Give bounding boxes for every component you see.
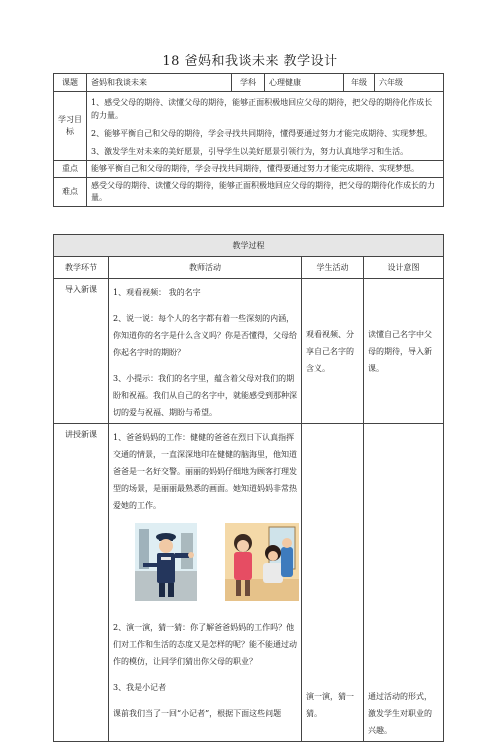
col-intent: 设计意图 xyxy=(364,257,444,279)
intent-cell xyxy=(364,424,444,742)
hairdresser-illustration xyxy=(225,523,299,601)
stage-cell: 讲授新课 xyxy=(54,424,109,742)
goal-item: 1、感受父母的期待、读懂父母的期待，能够正面积极地回应父母的期待，把父母的期待化作成长的力量。 xyxy=(91,98,433,120)
process-header-row xyxy=(54,235,444,257)
grade-value: 六年级 xyxy=(375,74,444,92)
col-teacher: 教师活动 xyxy=(109,257,302,279)
subject-value: 心理健康 xyxy=(265,74,344,92)
column-header-row xyxy=(54,257,444,279)
teacher-cell xyxy=(109,279,302,424)
intent-cell xyxy=(364,279,444,424)
stage-cell: 导入新课 xyxy=(54,279,109,424)
topic-label: 课题 xyxy=(54,74,87,92)
key-row xyxy=(54,161,444,178)
teacher-step: 2、演一演，猜一猜：你了解爸爸妈妈的工作吗？他们对工作和生活的态度又是怎样的呢？能不能通过动作的模仿，让同学们猜出你父母的职业？ xyxy=(113,623,297,666)
traffic-police-illustration xyxy=(135,523,197,601)
teacher-step: 2、说一说：每个人的名字都有着一些深刻的内涵，你知道你的名字是什么含义吗？你是否懂得，父母给你起名字时的期盼？ xyxy=(113,314,297,357)
student-cell xyxy=(302,279,364,424)
teacher-step: 3、我是小记者 xyxy=(113,683,167,692)
difficulty-value: 感受父母的期待、读懂父母的期待，能够正面积极地回应父母的期待，把父母的期待化作成长的力量。 xyxy=(87,178,444,207)
difficulty-label: 难点 xyxy=(54,178,87,207)
student-activity: 观看视频、分享自己名字的含义。 xyxy=(306,329,354,373)
student-cell xyxy=(302,424,364,742)
grade-label: 年级 xyxy=(344,74,375,92)
goals-row xyxy=(54,92,444,161)
key-label: 重点 xyxy=(54,161,87,178)
student-activity: 演一演，猜一猜。 xyxy=(306,692,354,718)
goal-item: 3、激发学生对未来的美好愿景，引导学生以美好愿景引领行为，努力认真地学习和生活。 xyxy=(91,147,409,156)
teacher-step: 3、小提示：我们的名字里，蕴含着父母对我们的期盼和祝福。我们从自己的名字中，就能感受到那种深切的爱与祝福、期盼与希望。 xyxy=(113,374,297,417)
table-row xyxy=(54,424,444,742)
col-student: 学生活动 xyxy=(302,257,364,279)
info-table xyxy=(53,73,444,207)
subject-label: 学科 xyxy=(232,74,265,92)
design-intent: 通过活动的形式，激发学生对职业的兴趣。 xyxy=(368,692,432,735)
design-intent: 读懂自己名字中父母的期待，导入新课。 xyxy=(368,329,432,373)
difficulty-row xyxy=(54,178,444,207)
illustrations xyxy=(113,523,297,613)
goals-label: 学习目标 xyxy=(54,92,87,161)
teacher-step: 1、观看视频： 我的名字 xyxy=(113,288,201,297)
table-row xyxy=(54,279,444,424)
goal-item: 2、能够平衡自己和父母的期待，学会寻找共同期待，懂得要通过努力才能完成期待、实现梦想。 xyxy=(91,129,433,138)
document-title: 18 爸妈和我谈未来 教学设计 xyxy=(162,54,338,69)
process-table xyxy=(53,234,444,742)
col-stage: 教学环节 xyxy=(54,257,109,279)
teacher-step: 1、爸爸妈妈的工作：健健的爸爸在烈日下认真指挥交通的情景，一直深深地印在健健的脑海里，他知道爸爸是一名好交警。丽丽的妈妈仔细地为顾客打理发型的场景，是丽丽最熟悉的画面。她知道妈妈非常热爱她的工作。 xyxy=(113,433,297,510)
topic-value: 爸妈和我谈未来 xyxy=(87,74,232,92)
topic-row xyxy=(54,74,444,92)
teacher-cell xyxy=(109,424,302,742)
key-value: 能够平衡自己和父母的期待，学会寻找共同期待，懂得要通过努力才能完成期待、实现梦想。 xyxy=(87,161,444,178)
process-header: 教学过程 xyxy=(54,235,444,257)
goals-cell xyxy=(87,92,444,161)
teacher-step: 课前我们当了一回“小记者”，根据下面这些问题 xyxy=(113,709,282,718)
